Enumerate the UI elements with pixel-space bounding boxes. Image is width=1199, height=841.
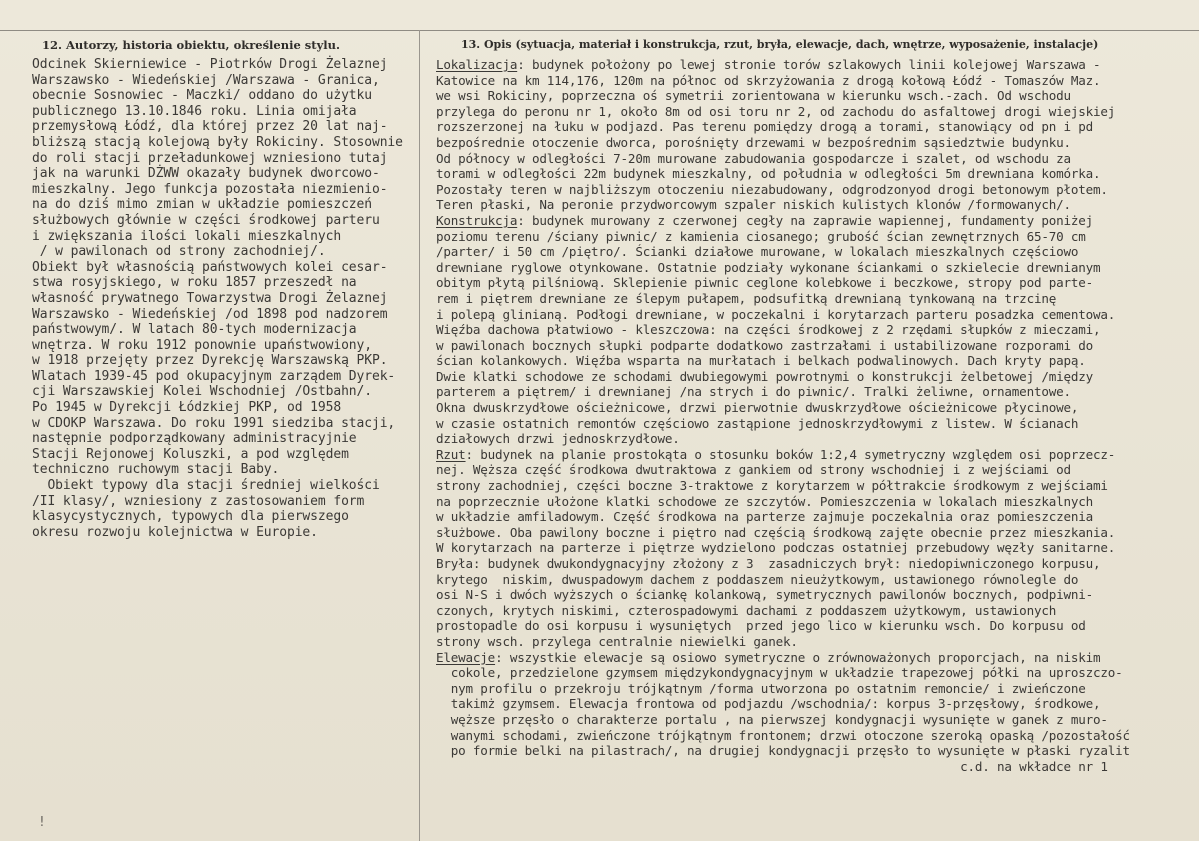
section-13-text <box>436 57 1130 774</box>
line-text: : budynek położony po lewej stronie torów szlakowych linii kolejowej Warszawa - <box>517 57 1101 72</box>
text-line: cji Warszawskiej Kolei Wschodniej /Ostbahn/. <box>32 384 372 400</box>
text-line <box>436 603 1130 619</box>
text-line <box>436 104 1130 120</box>
line-text: Teren płaski, Na peronie przydworcowym szpaler niskich kulistych klonów /formowanych/. <box>436 197 1071 213</box>
line-text: wanymi schodami, zwieńczone trójkątnym frontonem; drzwi otoczone szeroką opaską /pozostałość <box>436 727 1130 743</box>
text-line <box>436 353 1130 369</box>
text-line <box>436 166 1130 182</box>
text-line <box>436 681 1130 697</box>
line-text: Bryła: budynek dwukondygnacyjny złożony z 3 zasadniczych brył: niedopiwniczonego korpusu, <box>436 556 1101 571</box>
text-line <box>436 525 1130 541</box>
text-line <box>436 135 1130 151</box>
line-text: służbowe. Oba pawilony boczne i piętro nad częścią środkową zajęte obecnie przez mieszkania. <box>436 524 1116 540</box>
text-line: państwowym/. W latach 80-tych modernizacja <box>32 322 357 338</box>
line-text: w układzie amfiladowym. Część środkowa na parterze zajmuje poczekalnia oraz pomieszczenia <box>436 509 1094 525</box>
text-line: Warszawsko - Wiedeńskiej /Warszawa - Granica, <box>32 72 380 88</box>
line-text: nej. Węższa część środkowa dwutraktowa z gankiem od strony wschodniej i z wejściami od <box>436 462 1071 478</box>
text-line: w CDOKP Warszawa. Do roku 1991 siedziba stacji, <box>32 415 396 431</box>
line-text: Dwie klatki schodowe ze schodami dwubiegowymi powrotnymi o konstrukcji żelbetowej /między <box>436 368 1094 384</box>
top-rule <box>0 30 1199 31</box>
text-line <box>436 275 1130 291</box>
line-text: /parter/ i 50 cm /piętro/. Ścianki działowe murowane, w lokalach mieszkalnych częściowo <box>436 244 1079 260</box>
text-line <box>436 322 1130 338</box>
line-text: Pozostały teren w najbliższym otoczeniu niezabudowany, odgrodzonyod drogi betonowym płotem. <box>436 181 1108 197</box>
text-line: Stacji Rejonowej Koluszki, a pod względem <box>32 446 349 462</box>
line-text: : budynek murowany z czerwonej cegły na zaprawie wapiennej, fundamenty poniżej <box>517 212 1094 228</box>
text-line: Po 1945 w Dyrekcji Łódzkiej PKP, od 1958 <box>32 400 342 416</box>
text-line <box>436 260 1130 276</box>
line-text: strony wsch. przylega centralnie niewielki ganek. <box>436 633 798 649</box>
text-line <box>436 540 1130 556</box>
section-label: Rzut <box>436 446 466 462</box>
text-line <box>436 509 1130 525</box>
text-line <box>436 88 1130 104</box>
text-line <box>436 338 1130 354</box>
text-line: własność prywatnego Towarzystwa Drogi Żelaznej <box>32 290 388 306</box>
text-line: mieszkalny. Jego funkcja pozostała niezmienio- <box>32 181 388 197</box>
text-line <box>436 462 1130 478</box>
line-text: torami w odległości 22m budynek mieszkalny, od południa w odległości 5m drewniana komórka. <box>436 166 1101 182</box>
text-line: techniczno ruchowym stacji Baby. <box>32 462 280 478</box>
line-text: Katowice na km 114,176, 120m na północ od skrzyżowania z drogą kołową Łódź - Tomaszów Maz. <box>436 72 1101 88</box>
text-line <box>436 634 1130 650</box>
text-line: następnie podporządkowany administracyjnie <box>32 431 357 447</box>
text-line <box>436 447 1130 463</box>
text-line <box>436 696 1130 712</box>
line-text: prostopadle do osi korpusu i wysuniętych przed jego lico w kierunku wsch. Do korpusu od <box>436 618 1086 634</box>
line-text: czonych, krytych niskimi, czterospadowymi dachami z poddaszem użytkowym, ustawionych <box>436 602 1057 618</box>
line-text: : wszystkie elewacje są osiowo symetryczne o zrównoważonych proporcjach, na niskim <box>495 649 1101 665</box>
line-text: w czasie ostatnich remontów częściowo zastąpione jednoskrzydłowymi z listew. W ścianach <box>436 415 1079 431</box>
section-12-text <box>32 57 403 540</box>
section-label: Elewacje <box>436 649 496 665</box>
line-text: osi N-S i dwóch wyższych o ściankę kolankową, symetrycznych pawilonów bocznych, podpiwni- <box>436 587 1094 603</box>
text-line <box>436 494 1130 510</box>
text-line <box>436 197 1130 213</box>
text-line <box>436 369 1130 385</box>
text-line: Wlatach 1939-45 pod okupacyjnym zarządem Dyrek- <box>32 368 396 384</box>
line-text: bezpośrednie otoczenie dworca, porośnięty drzewami w bezpośrednim sąsiedztwie budynku. <box>436 134 1071 150</box>
text-line <box>436 431 1130 447</box>
text-line: klasycystycznych, typowych dla pierwszego <box>32 509 349 525</box>
text-line: jak na warunki DŻWW okazały budynek dworcowo- <box>32 166 380 182</box>
line-text: działowych drzwi jednoskrzydłowe. <box>436 431 680 447</box>
line-text: węższe przęsło o charakterze portalu , na pierwszej kondygnacji wysunięte w ganek z muro- <box>436 711 1108 727</box>
text-line: stwa rosyjskiego, w roku 1857 przeszedł na <box>32 275 357 291</box>
line-text: Więźba dachowa płatwiowo - kleszczowa: na części środkowej z 2 rzędami słupków z mieczami, <box>436 322 1101 338</box>
text-line <box>436 119 1130 135</box>
line-text: przylega do peronu nr 1, około 8m od osi toru nr 2, od zachodu do asfaltowej drogi wiejskiej <box>436 103 1116 119</box>
line-text: cokole, przedzielone gzymsem międzykondygnacyjnym w układzie trapezowej półki na uproszczo- <box>436 665 1123 681</box>
line-text: krytego niskim, dwuspadowym dachem z poddaszem nieużytkowym, ustawionego równolegle do <box>436 571 1079 587</box>
line-text: Od północy w odległości 7-20m murowane zabudowania gospodarcze i szalet, od wschodu za <box>436 150 1071 166</box>
line-text: i polepą glinianą. Podłogi drewniane, w poczekalni i korytarzach parteru posadzka cementowa. <box>436 306 1116 322</box>
text-line <box>436 759 1130 775</box>
text-line <box>436 587 1130 603</box>
text-line <box>436 618 1130 634</box>
line-text: drewniane ryglowe otynkowane. Ostatnie podziały wykonane ściankami o szkielecie drewnianym <box>436 259 1101 275</box>
section-13-header: 13. Opis (sytuacja, materiał i konstrukcja, rzut, bryła, elewacje, dach, wnętrze, wyposażenie, instalacje) <box>461 38 1099 51</box>
text-line: obecnie Sosnowiec - Maczki/ oddano do użytku <box>32 88 372 104</box>
text-line <box>436 182 1130 198</box>
text-line <box>436 400 1130 416</box>
line-text: W korytarzach na parterze i piętrze wydzielono podczas ostatniej przebudowy węzły sanitarne. <box>436 540 1116 556</box>
text-line <box>436 57 1130 73</box>
text-line: do roli stacji przeładunkowej wzniesiono tutaj <box>32 150 388 166</box>
line-text: na poprzecznie ułożone klatki schodowe ze szczytów. Pomieszczenia w lokalach mieszkalnych <box>436 493 1094 509</box>
section-label: Lokalizacja <box>436 57 518 72</box>
text-line: Odcinek Skierniewice - Piotrków Drogi Żelaznej <box>32 57 388 72</box>
line-text: poziomu terenu /ściany piwnic/ z kamienia ciosanego; grubość ścian zewnętrznych 65-70 cm <box>436 228 1086 244</box>
text-line <box>436 151 1130 167</box>
text-line: przemysłową Łódź, dla której przez 20 lat naj- <box>32 119 388 135</box>
line-text: : budynek na planie prostokąta o stosunku boków 1:2,4 symetryczny względem osi poprzecz- <box>465 446 1116 462</box>
line-text: Okna dwuskrzydłowe ościeżnicowe, drzwi pierwotnie dwuskrzydłowe ościeżnicowe płycinowe, <box>436 400 1079 416</box>
text-line: /II klasy/, wzniesiony z zastosowaniem form <box>32 493 365 509</box>
text-line <box>436 291 1130 307</box>
text-line: na do dziś mimo zmian w układzie pomieszczeń <box>32 197 372 213</box>
line-text: strony zachodniej, części boczne 3-traktowe z korytarzem w półtrakcie środkowym z wejściami <box>436 478 1108 494</box>
line-text: nym profilu o przekroju trójkątnym /forma utworzona po ostatnim remoncie/ i zwieńczone <box>436 680 1086 696</box>
text-line <box>436 650 1130 666</box>
line-text: ścian kolankowych. Więźba wsparta na murłatach i belkach podwalinowych. Dach kryty papą. <box>436 353 1086 369</box>
text-line: Warszawsko - Wiedeńskiej /od 1898 pod nadzorem <box>32 306 388 322</box>
text-line <box>436 712 1130 728</box>
text-line: i zwiększania ilości lokali mieszkalnych <box>32 228 342 244</box>
text-line <box>436 384 1130 400</box>
line-text: w pawilonach bocznych słupki podparte dodatkowo zastrzałami i ustabilizowane rozporami do <box>436 337 1094 353</box>
column-divider <box>419 30 420 841</box>
text-line: służbowych głównie w części środkowej parteru <box>32 212 380 228</box>
text-line <box>436 665 1130 681</box>
line-text: po formie belki na pilastrach/, na drugiej kondygnacji przęsło to wysunięte w płaski ryzalit <box>436 743 1130 759</box>
line-text: we wsi Rokiciny, poprzeczna oś symetrii zorientowana w kierunku wsch.-zach. Od wschodu <box>436 88 1071 104</box>
text-line <box>436 213 1130 229</box>
text-line: okresu rozwoju kolejnictwa w Europie. <box>32 524 318 540</box>
section-label: Konstrukcja <box>436 212 518 228</box>
text-line: wnętrza. W roku 1912 ponownie upaństwowiony, <box>32 337 372 353</box>
line-text: parterem a piętrem/ i drewnianej /na strych i do piwnic/. Tralki żeliwne, ornamentowe. <box>436 384 1071 400</box>
margin-mark: ! <box>38 815 46 830</box>
line-text: obitym płytą pilśniową. Sklepienie piwnic ceglone kolebkowe i beczkowe, stropy pod parte- <box>436 275 1094 291</box>
text-line <box>436 229 1130 245</box>
section-12-header: 12. Autorzy, historia obiektu, określenie stylu. <box>42 38 340 52</box>
line-text: rozszerzonej na łuku w podjazd. Pas terenu pomiędzy drogą a torami, stanowiący od pn i pd <box>436 119 1094 135</box>
text-line <box>436 743 1130 759</box>
text-line <box>436 728 1130 744</box>
line-text: c.d. na wkładce nr 1 <box>436 758 1108 774</box>
line-text: takimż gzymsem. Elewacja frontowa od podjazdu /wschodnia/: korpus 3-przęsłowy, środkowe, <box>436 696 1101 712</box>
text-line: Obiekt był własnością państwowych kolei cesar- <box>32 259 388 275</box>
text-line: w 1918 przejęty przez Dyrekcję Warszawską PKP. <box>32 353 388 369</box>
text-line <box>436 416 1130 432</box>
text-line: / w pawilonach od strony zachodniej/. <box>32 244 326 260</box>
text-line: Obiekt typowy dla stacji średniej wielkości <box>32 478 380 494</box>
line-text: rem i piętrem drewniane ze ślepym pułapem, podsufitką drewnianą tynkowaną na trzcinę <box>436 290 1057 306</box>
text-line <box>436 307 1130 323</box>
text-line <box>436 572 1130 588</box>
text-line: bliższą stacją kolejową były Rokiciny. Stosownie <box>32 134 403 150</box>
text-line: publicznego 13.10.1846 roku. Linia omijała <box>32 103 357 119</box>
text-line <box>436 478 1130 494</box>
text-line <box>436 244 1130 260</box>
text-line <box>436 556 1130 572</box>
text-line <box>436 73 1130 89</box>
